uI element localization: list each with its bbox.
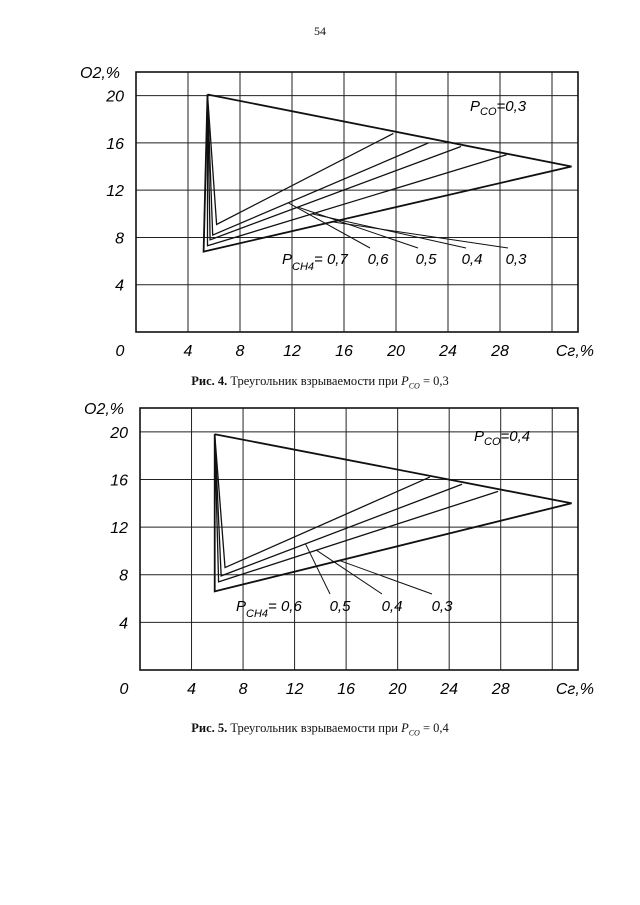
x-axis-title: Cг,% xyxy=(555,681,594,698)
caption-text: Треугольник взрываемости при xyxy=(230,374,402,388)
pco-subscript: CO xyxy=(480,106,497,118)
y-tick-label: 4 xyxy=(119,615,128,633)
y-tick-label: 4 xyxy=(115,277,124,295)
chart-figure-5 xyxy=(0,398,640,710)
y-tick-label: 20 xyxy=(110,424,128,442)
leader-line xyxy=(312,214,466,248)
pco-value: =0,3 xyxy=(496,98,527,115)
grid xyxy=(140,408,578,670)
x-axis-title: Cг,% xyxy=(555,343,594,360)
y-tick-label: 8 xyxy=(119,567,128,585)
pch4-label xyxy=(282,251,348,273)
y-tick-label: 16 xyxy=(106,135,124,153)
x-tick-label: 4 xyxy=(187,681,196,698)
y-axis-title: O2,% xyxy=(80,65,121,82)
chart-figure-4 xyxy=(0,60,640,370)
pco-symbol: P xyxy=(470,98,481,115)
leader-line xyxy=(332,222,508,248)
x-tick-label: 12 xyxy=(283,343,301,360)
x-tick-label: 28 xyxy=(491,343,509,360)
x-tick-label: 24 xyxy=(440,681,459,698)
x-tick-label: 12 xyxy=(285,681,304,698)
pch4-value: = 0,7 xyxy=(314,251,348,268)
x-tick-label: 20 xyxy=(388,681,407,698)
x-tick-label: 24 xyxy=(439,343,457,360)
pco-label xyxy=(474,428,530,448)
page-number: 54 xyxy=(314,24,326,38)
caption-figure-5 xyxy=(0,721,640,738)
pco-value: =0,4 xyxy=(500,428,531,445)
series-line xyxy=(204,94,572,251)
series-value-label: 0,5 xyxy=(415,251,437,268)
x-tick-label: 28 xyxy=(491,681,510,698)
caption-prefix: Рис. 5. xyxy=(191,721,228,735)
triangle-outline xyxy=(215,434,572,591)
caption-value: = 0,4 xyxy=(419,721,449,735)
x-tick-label: 20 xyxy=(387,343,405,360)
x-tick-label: 0 xyxy=(119,681,129,698)
caption-symbol: P xyxy=(401,374,409,388)
caption-subscript: CO xyxy=(408,728,420,738)
y-axis-title: O2,% xyxy=(84,401,125,418)
pco-label xyxy=(470,98,527,118)
y-tick-label: 12 xyxy=(106,183,124,201)
pch4-subscript: CH4 xyxy=(292,261,315,273)
series-value-label: 0,6 xyxy=(367,251,389,268)
x-tick-label: 8 xyxy=(235,343,245,360)
series-line xyxy=(215,434,498,582)
pch4-symbol: P xyxy=(236,598,247,615)
series-value-label: 0,4 xyxy=(381,598,403,615)
series-value-label: 0,3 xyxy=(431,598,453,615)
plot-frame xyxy=(140,408,578,670)
series-line xyxy=(208,94,507,245)
triangle-outline xyxy=(204,94,572,251)
series-value-label: 0,4 xyxy=(461,251,483,268)
series-line xyxy=(215,434,462,576)
pch4-label xyxy=(236,598,302,620)
pch4-value: = 0,6 xyxy=(268,598,302,615)
pch4-subscript: CH4 xyxy=(246,608,269,620)
y-tick-label: 12 xyxy=(110,520,128,538)
x-tick-label: 8 xyxy=(238,681,248,698)
x-tick-label: 16 xyxy=(335,343,353,360)
y-tick-label: 8 xyxy=(115,230,124,248)
series-line xyxy=(208,94,394,224)
caption-text: Треугольник взрываемости при xyxy=(230,721,402,735)
caption-figure-4 xyxy=(0,374,640,391)
pch4-symbol: P xyxy=(282,251,293,268)
x-tick-label: 16 xyxy=(337,681,356,698)
x-tick-label: 4 xyxy=(183,343,193,360)
y-tick-label: 16 xyxy=(110,472,128,490)
y-tick-label: 20 xyxy=(106,88,124,106)
series-value-label: 0,3 xyxy=(505,251,527,268)
leader-line xyxy=(340,561,432,594)
series-value-label: 0,5 xyxy=(329,598,351,615)
pco-subscript: CO xyxy=(484,436,501,448)
pco-symbol: P xyxy=(474,428,485,445)
caption-symbol: P xyxy=(401,721,409,735)
x-tick-label: 0 xyxy=(115,343,125,360)
series-line xyxy=(215,434,572,591)
series-line xyxy=(208,94,462,239)
caption-prefix: Рис. 4. xyxy=(191,374,228,388)
caption-value: = 0,3 xyxy=(419,374,449,388)
caption-subscript: CO xyxy=(408,381,420,391)
